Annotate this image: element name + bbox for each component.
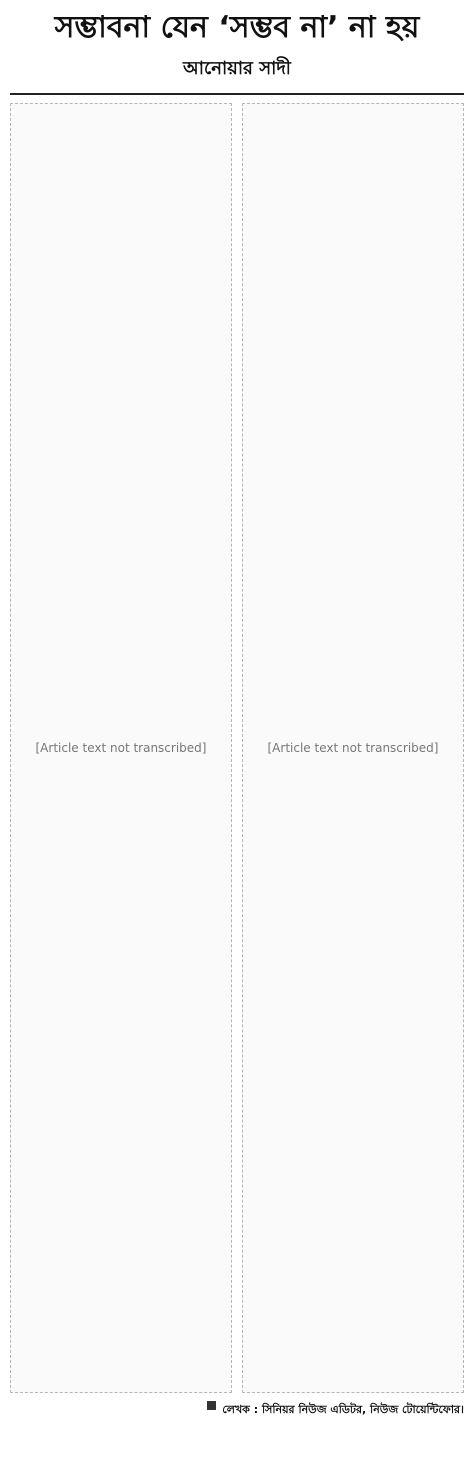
author-credit-label: লেখক : — [222, 1403, 259, 1416]
square-bullet-icon — [207, 1401, 216, 1410]
text-placeholder: [Article text not transcribed] — [267, 741, 439, 755]
article-body — [10, 103, 464, 1393]
byline: আনোয়ার সাদী — [183, 58, 291, 79]
article-column-left — [10, 103, 232, 1393]
article-column-right — [242, 103, 464, 1393]
divider — [10, 93, 464, 95]
headline: সম্ভাবনা যেন ‘সম্ভব না’ না হয় — [54, 10, 420, 45]
text-placeholder: [Article text not transcribed] — [35, 741, 207, 755]
author-credit-text: সিনিয়র নিউজ এডিটর, নিউজ টোয়েন্টিফোর। — [261, 1403, 464, 1416]
author-credit — [10, 1401, 464, 1420]
